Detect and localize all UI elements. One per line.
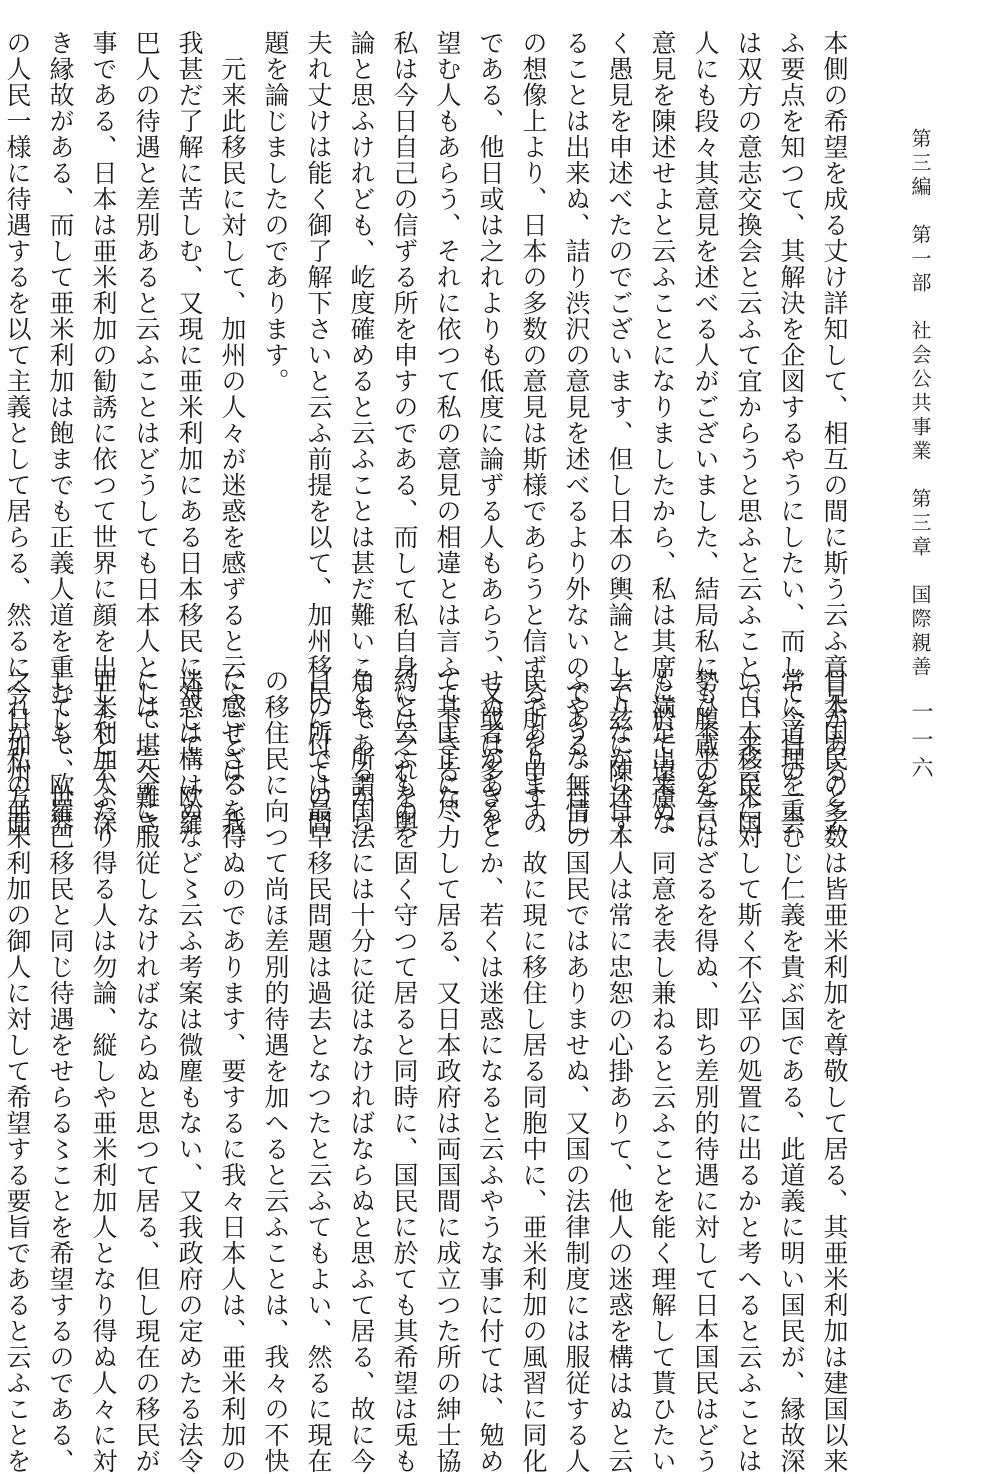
text-column: 人にも段々其意見を述べる人がございました、結局私にも腹蔵のない <box>691 30 720 836</box>
text-column: しても、欧羅巴移民と同じ待遇をせらる〻ことを希望するのである、 <box>46 668 75 1474</box>
text-column: 角も、所謂国法には十分に従はなければならぬと思ふて居る、故に今 <box>347 668 376 1474</box>
upper-text-block <box>3 30 856 836</box>
running-head: 第三編 第一部 社会公共事業 第三章 国際親善 <box>908 128 932 680</box>
text-column: も満足出来ぬ、同意を表し兼ねると云ふことを能く理解して貰ひたい <box>648 668 677 1474</box>
text-column: 約と云ふものを固く守つて居ると同時に、国民に於ても其希望は兎も <box>390 668 419 1474</box>
text-column: 事である、日本は亜米利加の勧誘に依つて世界に顔を出したと云ふ深 <box>89 30 118 836</box>
text-column: き縁故がある、而して亜米利加は飽までも正義人道を重むじて、世界 <box>46 30 75 836</box>
text-column: て其匡正に尽力して居る、又日本政府は両国間に成立つた所の紳士協 <box>433 668 462 1474</box>
text-column: 迷惑は構はぬなど〻云ふ考案は微塵もない、又我政府の定めたる法令 <box>175 668 204 1474</box>
text-column: 望む人もあらう、それに依つて私の意見の相違とは言ふて下さるな、 <box>433 30 462 836</box>
text-column: 日本国民の多数は皆亜米利加を尊敬して居る、其亜米利加は建国以来 <box>820 668 849 1474</box>
text-column: 論と思ふけれども、屹度確めると云ふことは甚だ難いことであるから <box>347 30 376 836</box>
text-column: 意見を陳述せよと云ふことになりましたから、私は其席に於て遠慮な <box>648 30 677 836</box>
text-column: 去りながら日本人は常に忠恕の心掛ありて、他人の迷惑を構はぬと云 <box>605 668 634 1474</box>
lower-text-block <box>3 668 856 1474</box>
text-column: ふやうな無情の国民ではありませぬ、又国の法律制度には服従する人 <box>562 668 591 1474</box>
text-column: ふ要点を知つて、其解決を企図するやうにしたい、而して今日の一会 <box>777 30 806 836</box>
text-column: の人民一様に待遇するを以て主義として居らる、然るに今日加州方面 <box>3 30 32 836</box>
text-column: 本側の希望を成る丈け詳知して、相互の間に斯う云ふ意見があると云 <box>820 30 849 836</box>
text-column: 民であります、故に現に移住し居る同胞中に、亜米利加の風習に同化 <box>519 668 548 1474</box>
text-column: 元来此移民に対して、加州の人々が迷惑を感ずると云ふことは、我 <box>218 30 247 836</box>
text-column: せぬ者があるとか、若くは迷惑になると云ふやうな事に付ては、勉め <box>476 668 505 1474</box>
text-column: い日本移民に対して斯く不公平の処置に出るかと考へると云ふことは <box>734 668 763 1474</box>
text-column: ることは出来ぬ、詰り渋沢の意見を述べるより外ないのである、自己 <box>562 30 591 836</box>
text-column: 我甚だ了解に苦しむ、又現に亜米利加にある日本移民に対して、欧羅 <box>175 30 204 836</box>
text-column: 日の所では最早移民問題は過去となつたと云ふてもよい、然るに現在 <box>304 668 333 1474</box>
text-column: く愚見を申述べたのでございます、但し日本の輿論として玆に陳述す <box>605 30 634 836</box>
text-column: 題を論じましたのであります。 <box>261 30 290 394</box>
text-column: 常に道理を重むじ仁義を貴ぶ国である、此道義に明い国民が、縁故深 <box>777 668 806 1474</box>
text-column: 巴人の待遇と差別あると云ふことはどうしても日本人として堪へ難き <box>132 30 161 836</box>
text-column: である、他日或は之れよりも低度に論ずる人もあらう、又或は多きを <box>476 30 505 836</box>
text-column: 亜米利加人たり得る人は勿論、縦しや亜米利加人となり得ぬ人々に対 <box>89 668 118 1474</box>
text-column: の想像上より、日本の多数の意見は斯様であらうと信ずる所を申すの <box>519 30 548 836</box>
text-column: 勢ひ不平を言はざるを得ぬ、即ち差別的待遇に対して日本国民はどう <box>691 668 720 1474</box>
text-column: は双方の意志交換会と云ふて宜からうと思ふと云ふことで、来会米国 <box>734 30 763 836</box>
text-column: の移住民に向つて尚ほ差別的待遇を加へると云ふことは、我々の不快 <box>261 668 290 1474</box>
text-column: 私は今日自己の信ずる所を申すのである、而して私自身には之れを輿 <box>390 30 419 836</box>
text-column: には、完全に服従しなければならぬと思つて居る、但し現在の移民が <box>132 668 161 1474</box>
text-column: に感ぜざるを得ぬのであります、要するに我々日本人は、亜米利加の <box>218 668 247 1474</box>
page-number: 一一六 <box>908 700 933 784</box>
text-column: 之れが私の亜米利加の御人に対して希望する要旨であると云ふことを <box>3 668 32 1474</box>
text-column: 夫れ丈けは能く御了解下さいと云ふ前提を以て、加州移民に付ての問 <box>304 30 333 836</box>
